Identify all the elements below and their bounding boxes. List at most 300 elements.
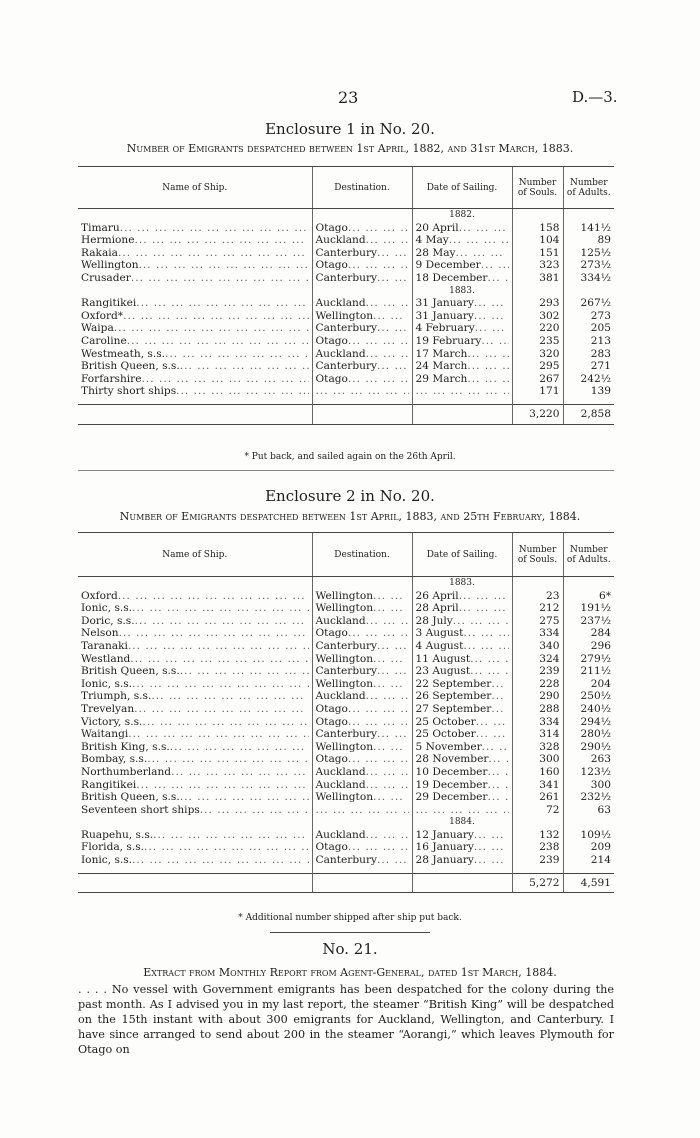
ship-name: Victory, s.s. (81, 715, 143, 728)
sailing-date: 29 March (415, 372, 468, 385)
year-row (78, 816, 614, 829)
sailing-date: 24 March (415, 360, 468, 373)
adults: 204 (563, 678, 614, 691)
sailing-date: 19 February (415, 334, 482, 347)
leader-dots (459, 602, 509, 615)
sailing-date: 4 February (415, 322, 475, 335)
leader-dots (475, 322, 509, 335)
table-row (78, 360, 614, 373)
enclosure-1-subtitle: Number of Emigrants despatched between 1st April, 1882, and 31st March, 1883. (126, 142, 574, 155)
leader-dots (377, 854, 409, 867)
leader-dots (348, 753, 409, 766)
ship-name: British Queen, s.s. (81, 665, 180, 678)
ship-name: Doric, s.s. (81, 614, 135, 627)
table-row (78, 335, 614, 348)
leader-dots (481, 259, 509, 272)
adults: 89 (563, 234, 614, 247)
table-row (78, 385, 614, 398)
leader-dots (491, 690, 508, 703)
table-row (78, 753, 614, 766)
ship-name: Caroline (81, 334, 127, 347)
leader-dots (366, 779, 409, 792)
leader-dots (132, 678, 308, 691)
ship-name: Ionic, s.s. (81, 602, 133, 615)
sailing-date: 27 September (415, 702, 492, 715)
souls: 275 (512, 615, 563, 628)
adults: 123½ (563, 766, 614, 779)
souls: 151 (512, 247, 563, 260)
table-row (78, 259, 614, 272)
ship-name: Oxford* (81, 309, 124, 322)
adults: 279½ (563, 653, 614, 666)
enclosure-1-footnote: * Put back, and sailed again on the 26th April. (244, 452, 456, 462)
destination: Wellington (315, 791, 374, 804)
ship-name: Taranaki (81, 639, 128, 652)
leader-dots (377, 665, 409, 678)
souls: 239 (512, 665, 563, 678)
souls: 235 (512, 335, 563, 348)
leader-dots (449, 234, 509, 247)
ship-name: Thirty short ships (81, 385, 177, 398)
souls: 323 (512, 259, 563, 272)
leader-dots (488, 753, 508, 766)
leader-dots (135, 615, 309, 628)
destination: Canterbury (315, 639, 377, 652)
ship-name: Wellington (81, 259, 139, 272)
year-label: 1882. (412, 209, 512, 222)
leader-dots (377, 272, 409, 285)
destination: Canterbury (315, 246, 377, 259)
leader-dots (348, 373, 409, 386)
leader-dots (142, 716, 308, 729)
sailing-date: 10 December (415, 765, 488, 778)
leader-dots (463, 627, 508, 640)
leader-dots (171, 766, 308, 779)
destination: Auckland (315, 690, 366, 703)
table-row (78, 247, 614, 260)
leader-dots (456, 247, 509, 260)
adults: 232½ (563, 791, 614, 804)
leader-dots (176, 385, 308, 398)
document-reference: D.—3. (572, 88, 618, 106)
leader-dots (476, 716, 509, 729)
table-row (78, 703, 614, 716)
table-row (78, 841, 614, 854)
souls: 239 (512, 854, 563, 867)
leader-dots (180, 665, 309, 678)
destination: Otago (315, 627, 348, 640)
adults: 213 (563, 335, 614, 348)
souls: 132 (512, 829, 563, 842)
leader-dots (142, 373, 309, 386)
sailing-date: 28 May (415, 246, 456, 259)
leader-dots (467, 348, 508, 361)
adults: 284 (563, 627, 614, 640)
year-label: 1883. (412, 285, 512, 298)
destination: Auckland (315, 614, 366, 627)
leader-dots (373, 590, 408, 603)
destination: Auckland (315, 765, 366, 778)
destination: Canterbury (315, 322, 377, 335)
leader-dots (470, 665, 508, 678)
leader-dots (134, 234, 308, 247)
year-row (78, 285, 614, 298)
souls: 340 (512, 640, 563, 653)
ship-name: Westmeath, s.s. (81, 347, 166, 360)
leader-dots (127, 335, 309, 348)
table-row (78, 615, 614, 628)
sailing-date: 29 December (415, 791, 488, 804)
year-label: 1884. (412, 816, 512, 829)
adults: 211½ (563, 665, 614, 678)
leader-dots (128, 640, 309, 653)
sailing-date: 25 October (415, 728, 476, 741)
leader-dots (416, 385, 509, 398)
leader-dots (348, 716, 409, 729)
adults: 240½ (563, 703, 614, 716)
leader-dots (348, 335, 409, 348)
sailing-date: 4 August (415, 639, 464, 652)
leader-dots (416, 804, 509, 817)
ship-name: Hermione (81, 234, 135, 247)
souls: 171 (512, 385, 563, 398)
destination: Wellington (315, 589, 374, 602)
leader-dots (348, 841, 409, 854)
destination: Wellington (315, 677, 374, 690)
enclosure-2-title: Enclosure 2 in No. 20. (265, 487, 435, 505)
destination: Canterbury (315, 728, 377, 741)
table-row (78, 627, 614, 640)
sailing-date: 28 January (415, 854, 474, 867)
adults: 280½ (563, 728, 614, 741)
table-row (78, 272, 614, 285)
adults: 273 (563, 310, 614, 323)
ship-name: Triumph, s.s. (81, 690, 152, 703)
sailing-date: 3 August (415, 627, 464, 640)
leader-dots (453, 615, 509, 628)
souls: 220 (512, 322, 563, 335)
leader-dots (373, 653, 408, 666)
ship-name: Forfarshire (81, 372, 142, 385)
leader-dots (459, 590, 509, 603)
adults: 214 (563, 854, 614, 867)
destination: Canterbury (315, 665, 377, 678)
header-ship: Name of Ship. (78, 533, 312, 577)
destination: Auckland (315, 297, 366, 310)
adults: 267½ (563, 297, 614, 310)
table-row (78, 690, 614, 703)
leader-dots (348, 627, 409, 640)
sailing-date: 31 January (415, 297, 474, 310)
destination: Canterbury (315, 271, 377, 284)
leader-dots (180, 360, 309, 373)
table-row (78, 590, 614, 603)
souls: 293 (512, 297, 563, 310)
ship-name: Oxford (81, 589, 118, 602)
sailing-date: 25 October (415, 715, 476, 728)
leader-dots (165, 348, 308, 361)
destination: Auckland (315, 778, 366, 791)
souls: 212 (512, 602, 563, 615)
leader-dots (377, 322, 409, 335)
ship-name: Ionic, s.s. (81, 677, 133, 690)
table-row (78, 234, 614, 247)
sailing-date: 26 September (415, 690, 492, 703)
ship-name: Northumberland (81, 765, 172, 778)
leader-dots (474, 310, 509, 323)
ship-name: Rangitikei (81, 297, 137, 310)
leader-dots (467, 360, 508, 373)
ship-name: Trevelyan (81, 702, 135, 715)
adults: 290½ (563, 741, 614, 754)
table-row (78, 716, 614, 729)
leader-dots (180, 791, 309, 804)
leader-dots (377, 728, 409, 741)
leader-dots (200, 804, 309, 817)
souls: 72 (512, 804, 563, 817)
sailing-date: 5 November (415, 740, 482, 753)
souls: 302 (512, 310, 563, 323)
ship-name: British Queen, s.s. (81, 791, 180, 804)
adults: 139 (563, 385, 614, 398)
souls: 228 (512, 678, 563, 691)
leader-dots (377, 640, 409, 653)
sailing-date: 28 July (415, 614, 453, 627)
table-row (78, 640, 614, 653)
leader-dots (348, 703, 409, 716)
section-rule (270, 932, 430, 933)
adults: 191½ (563, 602, 614, 615)
ship-name: Seventeen short ships (81, 803, 200, 816)
year-row (78, 577, 614, 590)
ship-name: Nelson (81, 627, 119, 640)
leader-dots (136, 779, 308, 792)
leader-dots (151, 690, 308, 703)
leader-dots (123, 310, 308, 323)
leader-dots (474, 854, 509, 867)
leader-dots (170, 741, 309, 754)
leader-dots (348, 222, 409, 235)
ship-name: Crusader (81, 271, 131, 284)
adults: 273½ (563, 259, 614, 272)
leader-dots (366, 615, 409, 628)
destination: Otago (315, 334, 348, 347)
souls: 314 (512, 728, 563, 741)
ship-name: Ionic, s.s. (81, 854, 133, 867)
leader-dots (476, 728, 509, 741)
souls: 334 (512, 627, 563, 640)
destination: Otago (315, 259, 348, 272)
enclosure-1-table (78, 166, 614, 425)
destination: Canterbury (315, 360, 377, 373)
souls: 23 (512, 590, 563, 603)
sailing-date: 22 September (415, 677, 492, 690)
souls: 295 (512, 360, 563, 373)
no-21-heading: No. 21. (322, 940, 378, 958)
leader-dots (482, 741, 509, 754)
leader-dots (132, 602, 308, 615)
destination: Otago (315, 372, 348, 385)
report-paragraph: . . . . No vessel with Government emigrants has been despatched for the colony during the past month. As I advised you in my last report, the steamer “British King” will be despatched on the 15th instant with about 300 emigrants for Auckland, Wellington, and Canterbury. I have since arranged to send about 200 in the steamer “Aorangi,” which leaves Plymouth for Otago on (78, 983, 614, 1056)
header-adults: Number of Adults. (563, 533, 614, 577)
ship-name: Florida, s.s. (81, 841, 145, 854)
destination: Auckland (315, 828, 366, 841)
destination: Otago (315, 221, 348, 234)
sailing-date: 11 August (415, 652, 471, 665)
leader-dots (487, 779, 508, 792)
leader-dots (474, 829, 509, 842)
enclosure-1-title: Enclosure 1 in No. 20. (265, 120, 435, 138)
sailing-date: 23 August (415, 665, 471, 678)
sailing-date: 20 April (415, 221, 459, 234)
leader-dots (467, 373, 508, 386)
destination: Wellington (315, 652, 374, 665)
leader-dots (487, 272, 508, 285)
leader-dots (366, 234, 409, 247)
leader-dots (474, 841, 509, 854)
destination: Wellington (315, 602, 374, 615)
sailing-date: 18 December (415, 271, 488, 284)
enclosure-2-footnote: * Additional number shipped after ship put back. (238, 913, 462, 923)
ship-name: British King, s.s. (81, 740, 170, 753)
leader-dots (366, 690, 409, 703)
table-row (78, 791, 614, 804)
leader-dots (491, 703, 508, 716)
table-row (78, 779, 614, 792)
souls: 334 (512, 716, 563, 729)
adults: 334½ (563, 272, 614, 285)
souls: 320 (512, 348, 563, 361)
souls: 324 (512, 653, 563, 666)
leader-dots (470, 653, 508, 666)
header-ship: Name of Ship. (78, 167, 312, 209)
leader-dots (366, 348, 409, 361)
leader-dots (459, 222, 509, 235)
table-row (78, 678, 614, 691)
extract-title: Extract from Monthly Report from Agent-General, dated 1st March, 1884. (143, 966, 557, 979)
adults: 205 (563, 322, 614, 335)
leader-dots (373, 602, 408, 615)
souls: 290 (512, 690, 563, 703)
sailing-date: 19 December (415, 778, 488, 791)
leader-dots (139, 259, 309, 272)
destination: Wellington (315, 309, 374, 322)
leader-dots (373, 791, 408, 804)
leader-dots (316, 804, 409, 817)
adults: 242½ (563, 373, 614, 386)
page-number: 23 (338, 88, 359, 107)
totals-row (78, 873, 614, 893)
destination: Wellington (315, 740, 374, 753)
adults: 6* (563, 590, 614, 603)
table-row (78, 322, 614, 335)
leader-dots (316, 385, 409, 398)
header-date: Date of Sailing. (412, 167, 512, 209)
leader-dots (474, 297, 509, 310)
leader-dots (366, 297, 409, 310)
total-adults: 2,858 (563, 404, 614, 424)
total-souls: 3,220 (512, 404, 563, 424)
adults: 294½ (563, 716, 614, 729)
leader-dots (373, 310, 408, 323)
destination: Otago (315, 753, 348, 766)
adults: 283 (563, 348, 614, 361)
table-row (78, 310, 614, 323)
table-row (78, 348, 614, 361)
souls: 238 (512, 841, 563, 854)
leader-dots (114, 322, 309, 335)
table-row (78, 728, 614, 741)
leader-dots (348, 259, 409, 272)
adults: 263 (563, 753, 614, 766)
ship-name: Waitangi (81, 728, 129, 741)
destination: Otago (315, 715, 348, 728)
table-row (78, 804, 614, 817)
table-row (78, 854, 614, 867)
header-souls: Number of Souls. (512, 533, 563, 577)
adults: 250½ (563, 690, 614, 703)
sailing-date: 28 April (415, 602, 459, 615)
table-row (78, 653, 614, 666)
ship-name: Westland (81, 652, 131, 665)
souls: 328 (512, 741, 563, 754)
table-row (78, 829, 614, 842)
leader-dots (119, 627, 309, 640)
header-destination: Destination. (312, 533, 412, 577)
adults: 209 (563, 841, 614, 854)
sailing-date: 16 January (415, 841, 474, 854)
ship-name: British Queen, s.s. (81, 360, 180, 373)
destination: Otago (315, 702, 348, 715)
leader-dots (366, 766, 409, 779)
souls: 300 (512, 753, 563, 766)
destination: Canterbury (315, 854, 377, 867)
year-label: 1883. (412, 577, 512, 590)
ship-name: Waipa (81, 322, 114, 335)
leader-dots (373, 741, 408, 754)
ship-name: Rangitikei (81, 778, 137, 791)
souls: 104 (512, 234, 563, 247)
leader-dots (373, 678, 408, 691)
total-souls: 5,272 (512, 873, 563, 893)
leader-dots (153, 829, 308, 842)
leader-dots (132, 854, 308, 867)
destination: Otago (315, 841, 348, 854)
total-adults: 4,591 (563, 873, 614, 893)
leader-dots (118, 247, 309, 260)
souls: 158 (512, 222, 563, 235)
leader-dots (463, 640, 508, 653)
ship-name: Timaru (81, 221, 120, 234)
souls: 261 (512, 791, 563, 804)
ship-name: Bombay, s.s. (81, 753, 148, 766)
ship-name: Ruapehu, s.s. (81, 828, 154, 841)
table-row (78, 766, 614, 779)
sailing-date: 17 March (415, 347, 468, 360)
souls: 267 (512, 373, 563, 386)
adults: 141½ (563, 222, 614, 235)
adults: 109½ (563, 829, 614, 842)
leader-dots (136, 297, 308, 310)
leader-dots (144, 841, 308, 854)
souls: 160 (512, 766, 563, 779)
souls: 381 (512, 272, 563, 285)
table-row (78, 222, 614, 235)
destination: Auckland (315, 234, 366, 247)
leader-dots (491, 678, 508, 691)
sailing-date: 9 December (415, 259, 481, 272)
leader-dots (377, 247, 409, 260)
